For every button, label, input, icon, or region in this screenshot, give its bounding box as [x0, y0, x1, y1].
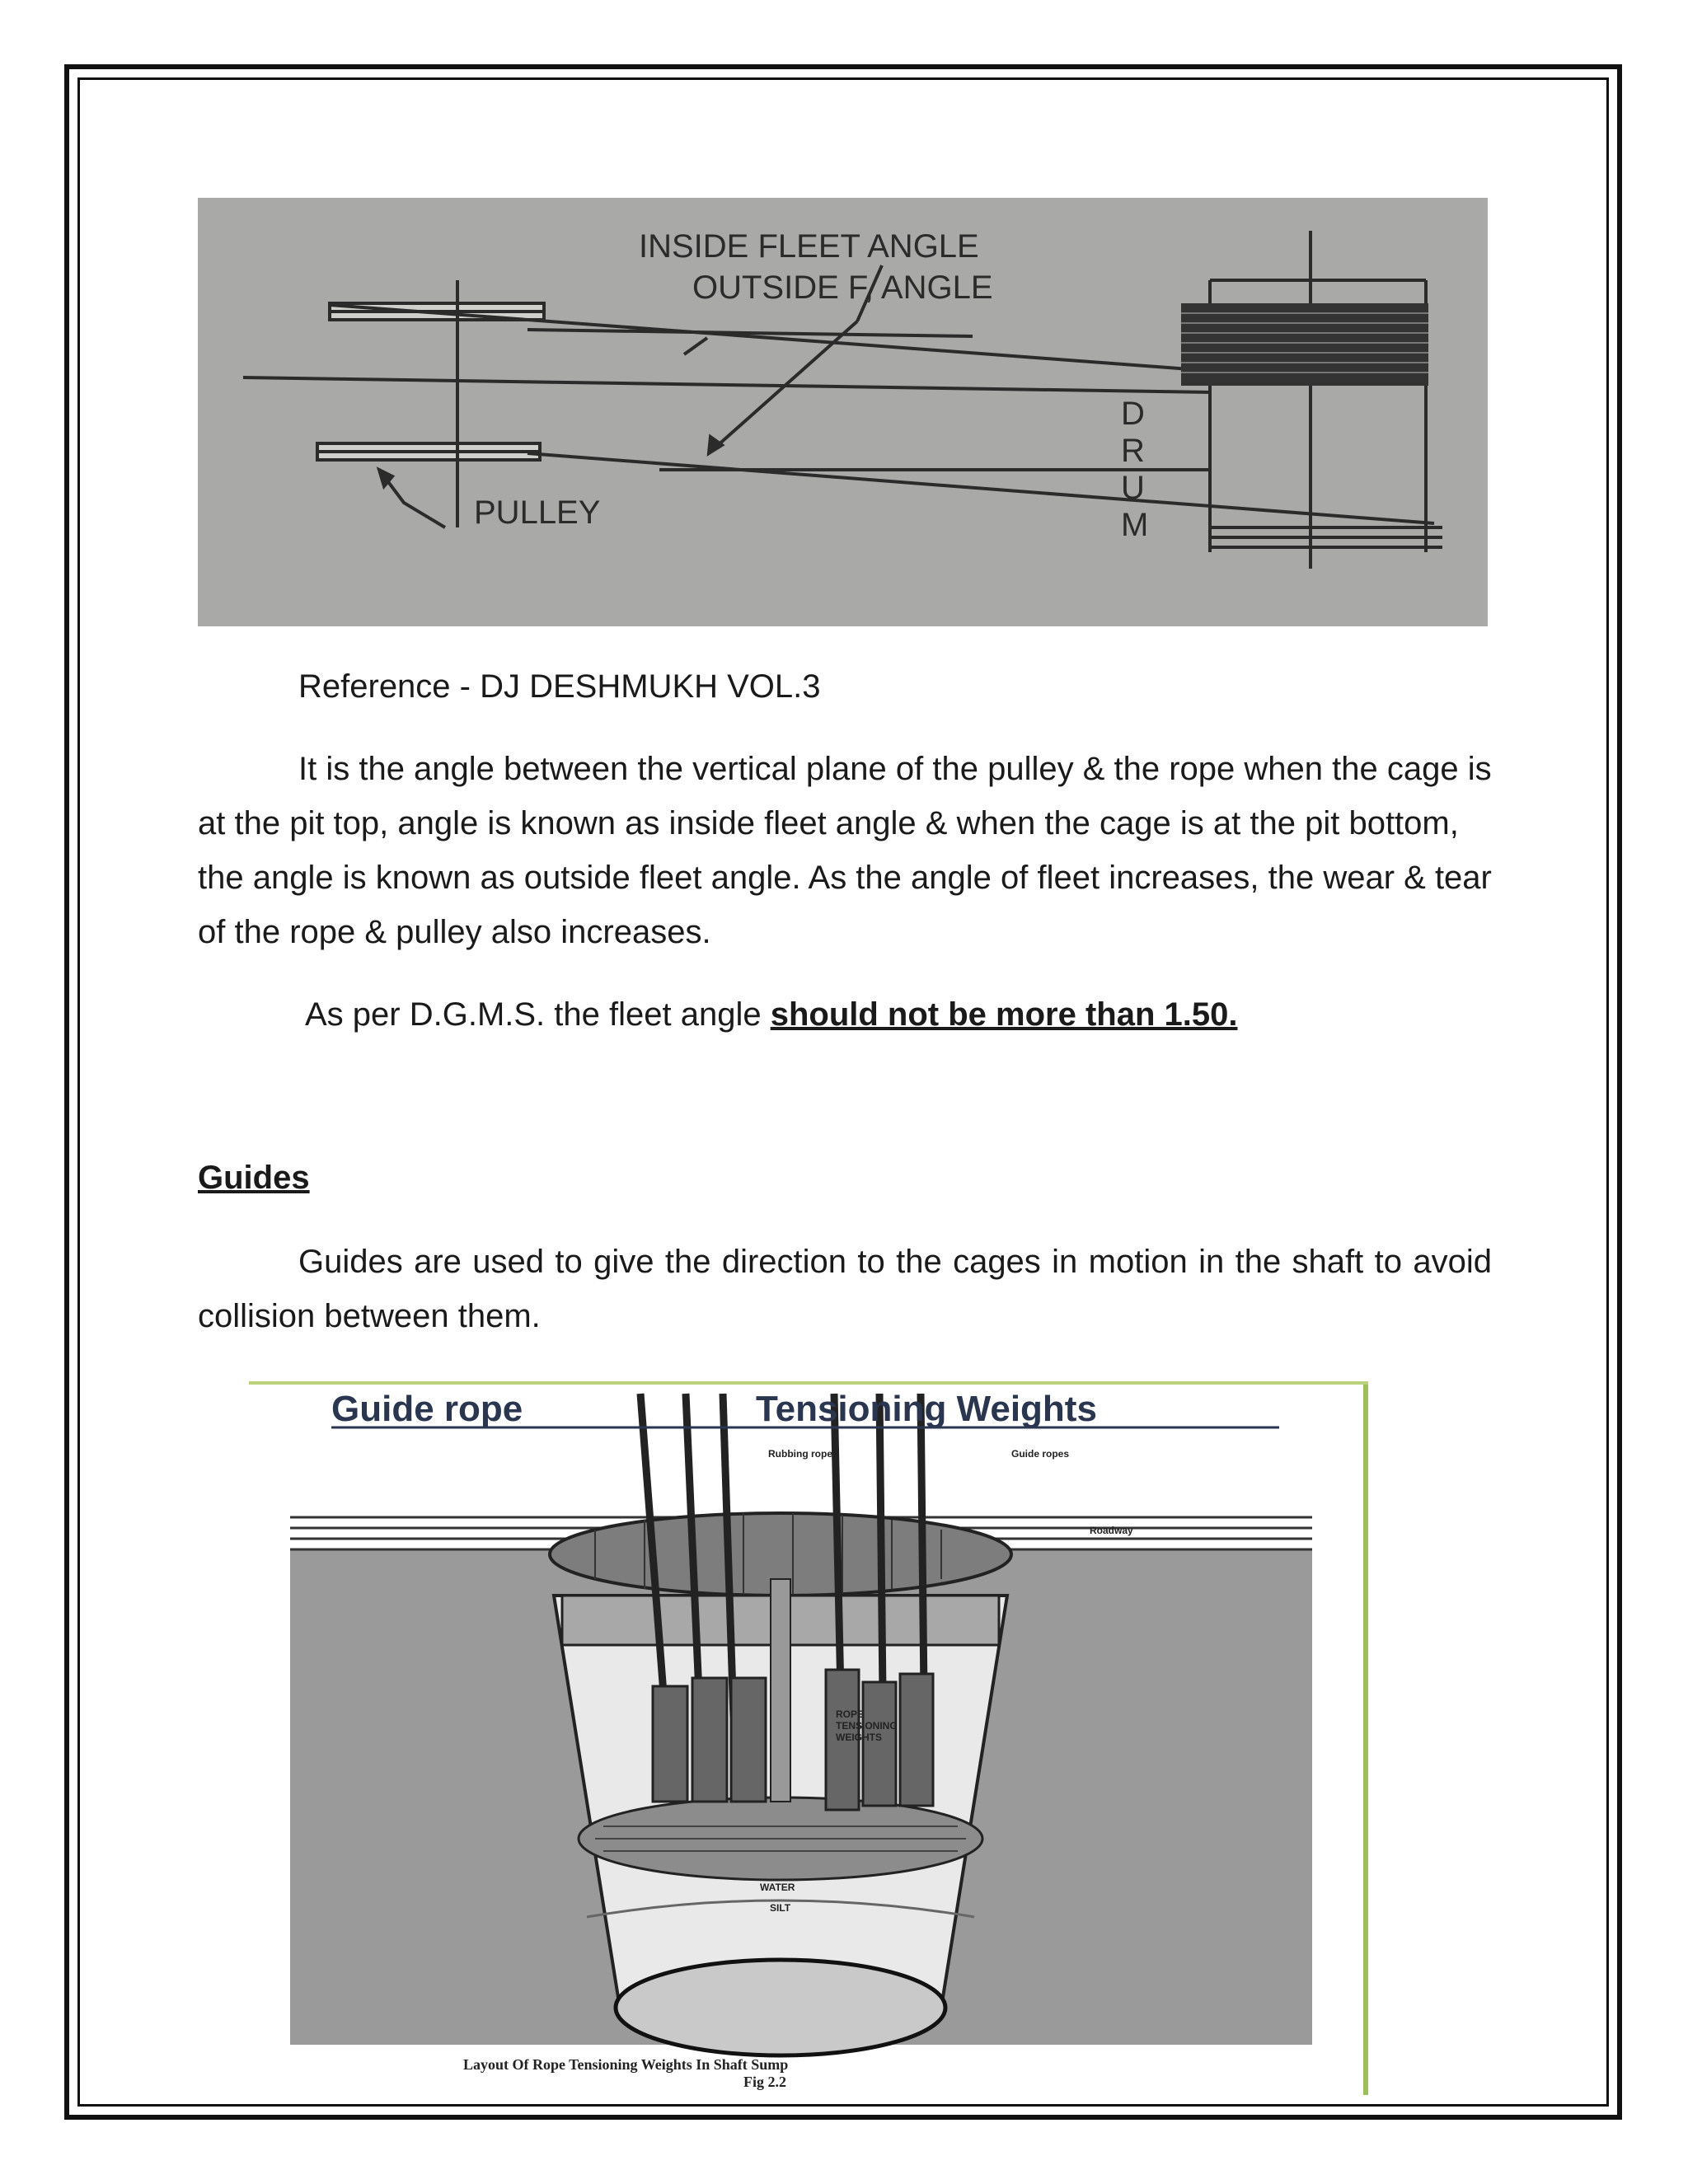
- roadway-label: Roadway: [1090, 1525, 1133, 1536]
- tensioning-weights-title: Tensioning Weights: [756, 1389, 1097, 1429]
- rubbing-ropes-label: Rubbing ropes: [768, 1448, 838, 1460]
- drum-letter-u: U: [1121, 470, 1145, 506]
- fleet-angle-paragraph: It is the angle between the vertical plane of the pulley & the rope when the cage is at the pit top, angle is known as inside fleet angle & when the cage is at the pit bottom, the angle is known as outside fleet angle. As the angle of fleet increases, the wear & tear of the rope & pulley also increases.: [198, 751, 1492, 950]
- guides-paragraph: Guides are used to give the direction to the cages in motion in the shaft to avoid collision between them.: [198, 1244, 1492, 1334]
- figure-caption: Layout Of Rope Tensioning Weights In Shaft Sump: [463, 2056, 789, 2073]
- weights-label-line2: TENSIONING: [836, 1720, 898, 1732]
- weights-label-line3: WEIGHTS: [836, 1732, 882, 1743]
- weights-label-line1: ROPE: [836, 1708, 865, 1720]
- guide-ropes-label: Guide ropes: [1011, 1448, 1070, 1460]
- reference-line: Reference - DJ DESHMUKH VOL.3: [298, 668, 821, 705]
- dgms-limit-prefix: As per D.G.M.S. the fleet angle: [305, 996, 771, 1033]
- outside-fleet-angle-label: OUTSIDE F, ANGLE: [692, 269, 993, 306]
- fleet-angle-diagram: [198, 198, 1488, 626]
- drum-letter-m: M: [1121, 507, 1149, 543]
- pulley-label: PULLEY: [474, 494, 601, 531]
- figure-number: Fig 2.2: [743, 2074, 786, 2090]
- water-label: WATER: [760, 1882, 795, 1893]
- guides-heading: Guides: [198, 1160, 310, 1196]
- dgms-limit-emphasis: should not be more than 1.50.: [770, 996, 1238, 1033]
- drum-letter-d: D: [1121, 396, 1145, 432]
- dgms-limit-paragraph: [305, 987, 1459, 1042]
- inside-fleet-angle-label: INSIDE FLEET ANGLE: [639, 228, 979, 265]
- shaft-sump-illustration: [249, 1381, 1368, 2095]
- silt-label: SILT: [770, 1902, 791, 1914]
- guide-rope-title: Guide rope: [331, 1389, 523, 1429]
- drum-letter-r: R: [1121, 433, 1145, 469]
